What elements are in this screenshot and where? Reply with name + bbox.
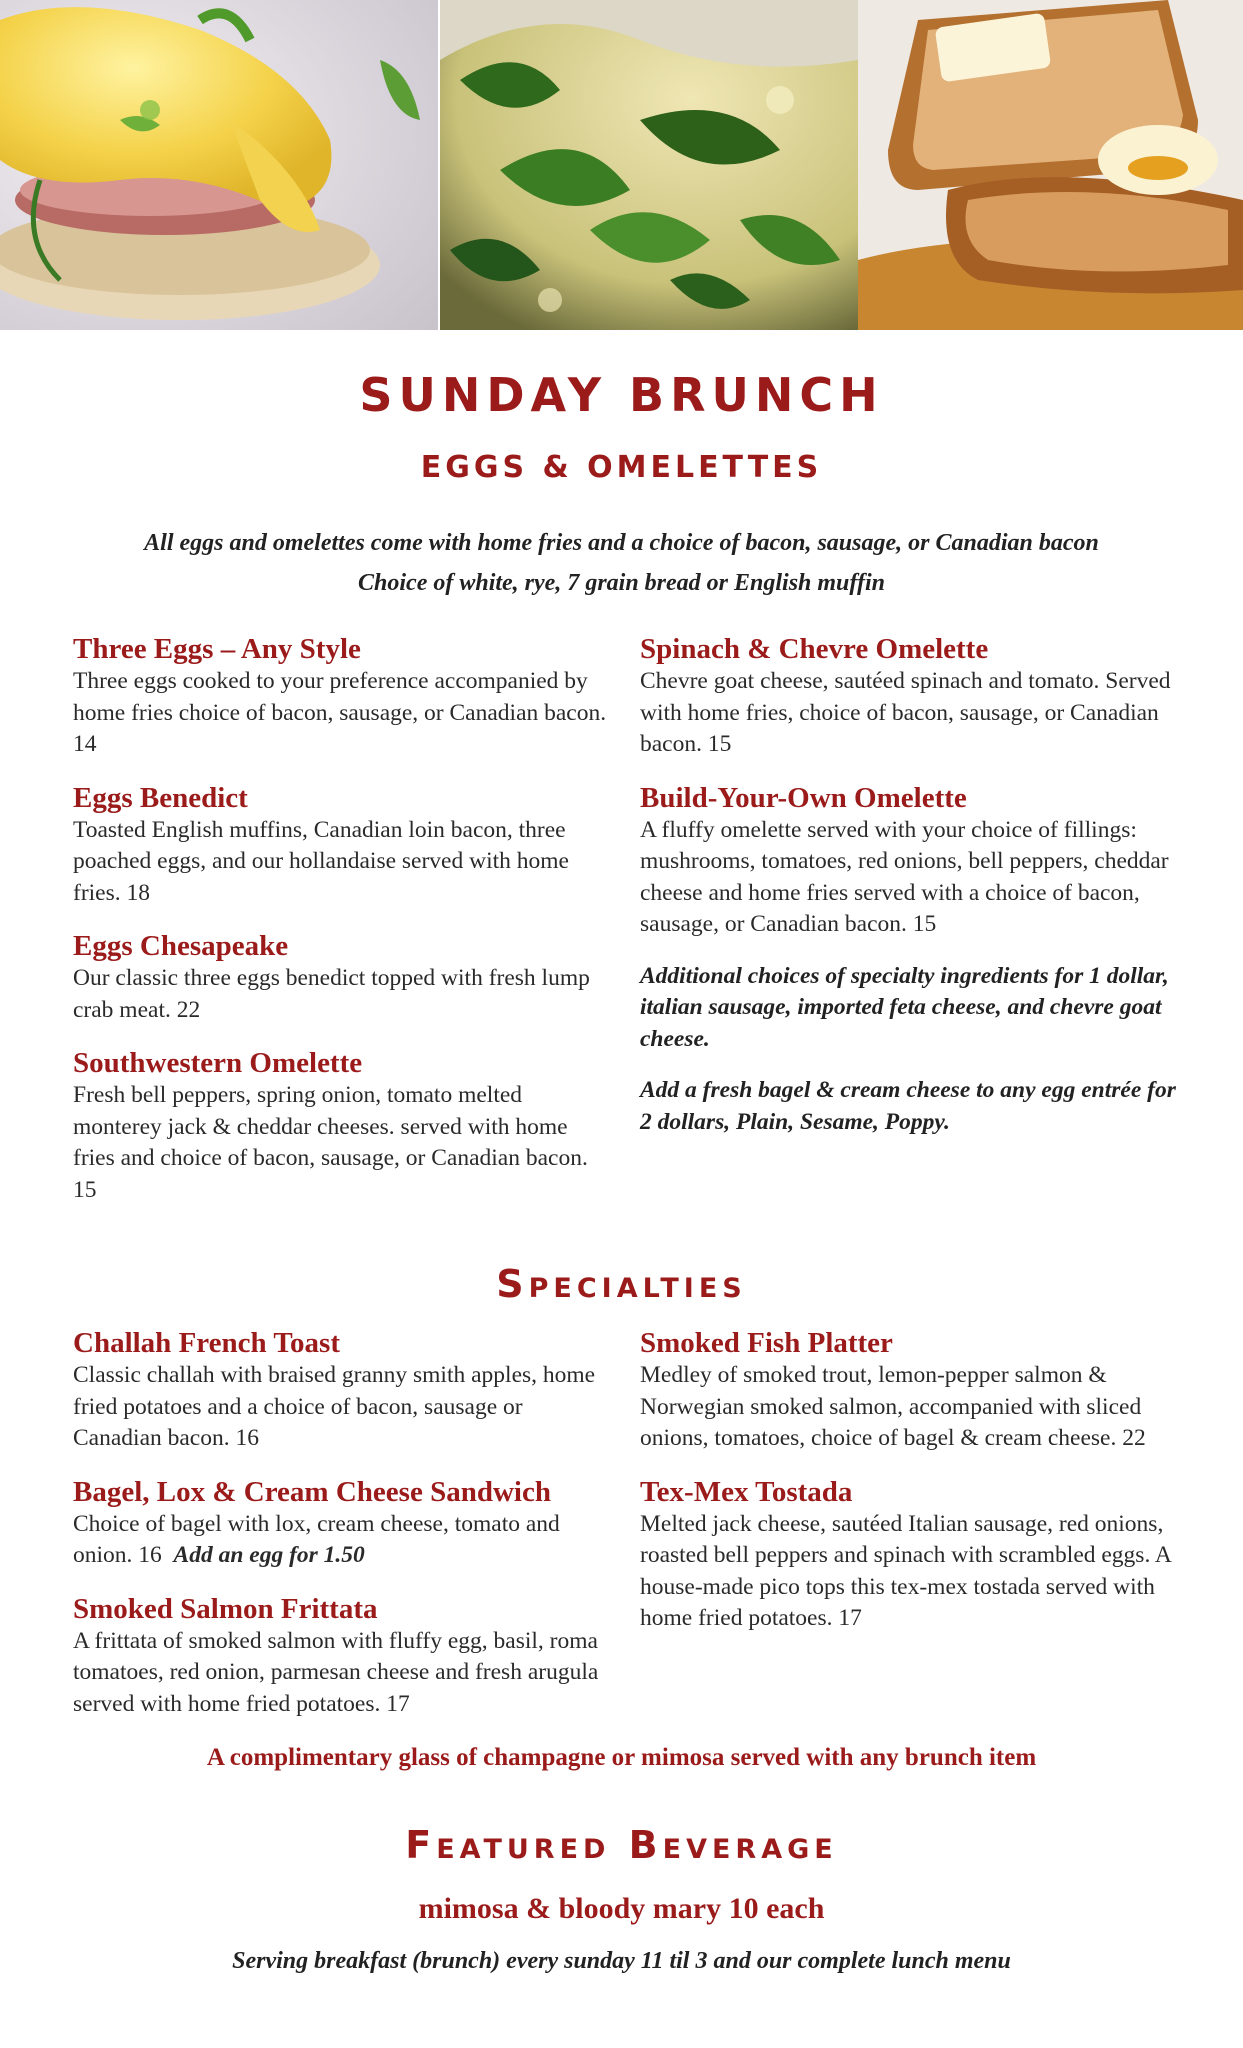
menu-item [640, 1475, 1180, 1635]
menu-item-desc [73, 1509, 613, 1572]
spinach-omelette-photo [440, 0, 858, 330]
menu-item-title: Build-Your-Own Omelette [640, 781, 967, 814]
menu-item-desc: Medley of smoked trout, lemon-pepper salmon & Norwegian smoked salmon, accompanied with sliced onions, tomatoes, choice of bagel & cream cheese. 22 [640, 1362, 1146, 1451]
menu-item [73, 781, 613, 910]
eggs-intro-line-2: Choice of white, rye, 7 grain bread or English muffin [358, 570, 885, 596]
menu-item-desc: Our classic three eggs benedict topped with fresh lump crab meat. 22 [73, 965, 590, 1023]
menu-item-title: Eggs Benedict [73, 781, 248, 814]
complimentary-drink-note: A complimentary glass of champagne or mimosa served with any brunch item [206, 1744, 1037, 1771]
menu-item-desc: A frittata of smoked salmon with fluffy egg, basil, roma tomatoes, red onion, parmesan cheese and fresh arugula served with home fried potatoes. 17 [73, 1627, 599, 1717]
specialty-ingredients-note: Additional choices of specialty ingredients for 1 dollar, italian sausage, imported feta cheese, and chevre goat cheese. [640, 962, 1169, 1052]
bagel-addon-note: Add a fresh bagel & cream cheese to any egg entrée for 2 dollars, Plain, Sesame, Poppy. [640, 1077, 1176, 1135]
menu-item-title: Bagel, Lox & Cream Cheese Sandwich [73, 1475, 551, 1508]
menu-item-title: Spinach & Chevre Omelette [640, 633, 989, 665]
specialties-right-column [640, 1326, 1180, 1655]
egg-addon-note: Add an egg for 1.50 [173, 1542, 365, 1568]
menu-item [73, 1475, 613, 1572]
page-title: SUNDAY BRUNCH [359, 368, 884, 422]
specialties-left-column [73, 1326, 613, 1740]
menu-item [640, 781, 1180, 941]
menu-item-desc: Toasted English muffins, Canadian loin bacon, three poached eggs, and our hollandaise served with home fries. 18 [73, 816, 569, 906]
menu-item [73, 929, 613, 1026]
menu-item-desc: Three eggs cooked to your preference accompanied by home fries choice of bacon, sausage, or Canadian bacon. 14 [73, 668, 607, 757]
menu-item [73, 632, 613, 761]
menu-item-title: Smoked Fish Platter [640, 1327, 893, 1359]
menu-item [640, 1326, 1180, 1455]
photo-banner [0, 0, 1243, 330]
menu-item-title: Three Eggs – Any Style [73, 633, 361, 665]
menu-item [73, 1592, 613, 1721]
menu-item-desc: Fresh bell peppers, spring onion, tomato melted monterey jack & cheddar cheeses. served with home fries and choice of bacon, sausage, or Canadian bacon. 15 [73, 1082, 588, 1203]
menu-item-title: Challah French Toast [73, 1327, 340, 1359]
specialties-heading: Specialties [496, 1262, 747, 1306]
eggs-omelettes-heading: EGGS & OMELETTES [420, 450, 823, 485]
menu-item [73, 1046, 613, 1206]
eggs-benedict-photo [0, 0, 438, 330]
menu-item-title: Southwestern Omelette [73, 1047, 363, 1079]
eggs-right-column [640, 632, 1180, 1158]
menu-item-desc: Classic challah with braised granny smith apples, home fried potatoes and a choice of bacon, sausage or Canadian bacon. 16 [73, 1362, 596, 1451]
menu-item-desc: Melted jack cheese, sautéed Italian sausage, red onions, roasted bell peppers and spinach with scrambled eggs. A house-made pico tops this tex-mex tostada served with home fried potatoes. 17 [640, 1510, 1171, 1631]
menu-item-title: Smoked Salmon Frittata [73, 1592, 378, 1625]
menu-item-desc-text: Choice of bagel with lox, cream cheese, tomato and onion. 16 [73, 1510, 560, 1568]
menu-item-desc: Chevre goat cheese, sautéed spinach and tomato. Served with home fries, choice of bacon, sausage, or Canadian bacon. 15 [640, 668, 1171, 757]
featured-beverage-text: mimosa & bloody mary 10 each [418, 1892, 825, 1925]
eggs-intro-line-1: All eggs and omelettes come with home fries and a choice of bacon, sausage, or Canadian bacon [144, 530, 1099, 556]
menu-item [640, 632, 1180, 761]
menu-item-title: Tex-Mex Tostada [640, 1475, 853, 1508]
menu-item-title: Eggs Chesapeake [73, 930, 289, 962]
menu-item [73, 1326, 613, 1455]
serving-hours-note: Serving breakfast (brunch) every sunday 11 til 3 and our complete lunch menu [232, 1948, 1011, 1974]
menu-item-desc: A fluffy omelette served with your choice of fillings: mushrooms, tomatoes, red onions, bell peppers, cheddar cheese and home fries served with a choice of bacon, sausage, or Canadian bacon. 15 [640, 816, 1169, 937]
eggs-left-column [73, 632, 613, 1226]
featured-beverage-heading: Featured Beverage [405, 1823, 838, 1867]
french-toast-photo [858, 0, 1243, 330]
